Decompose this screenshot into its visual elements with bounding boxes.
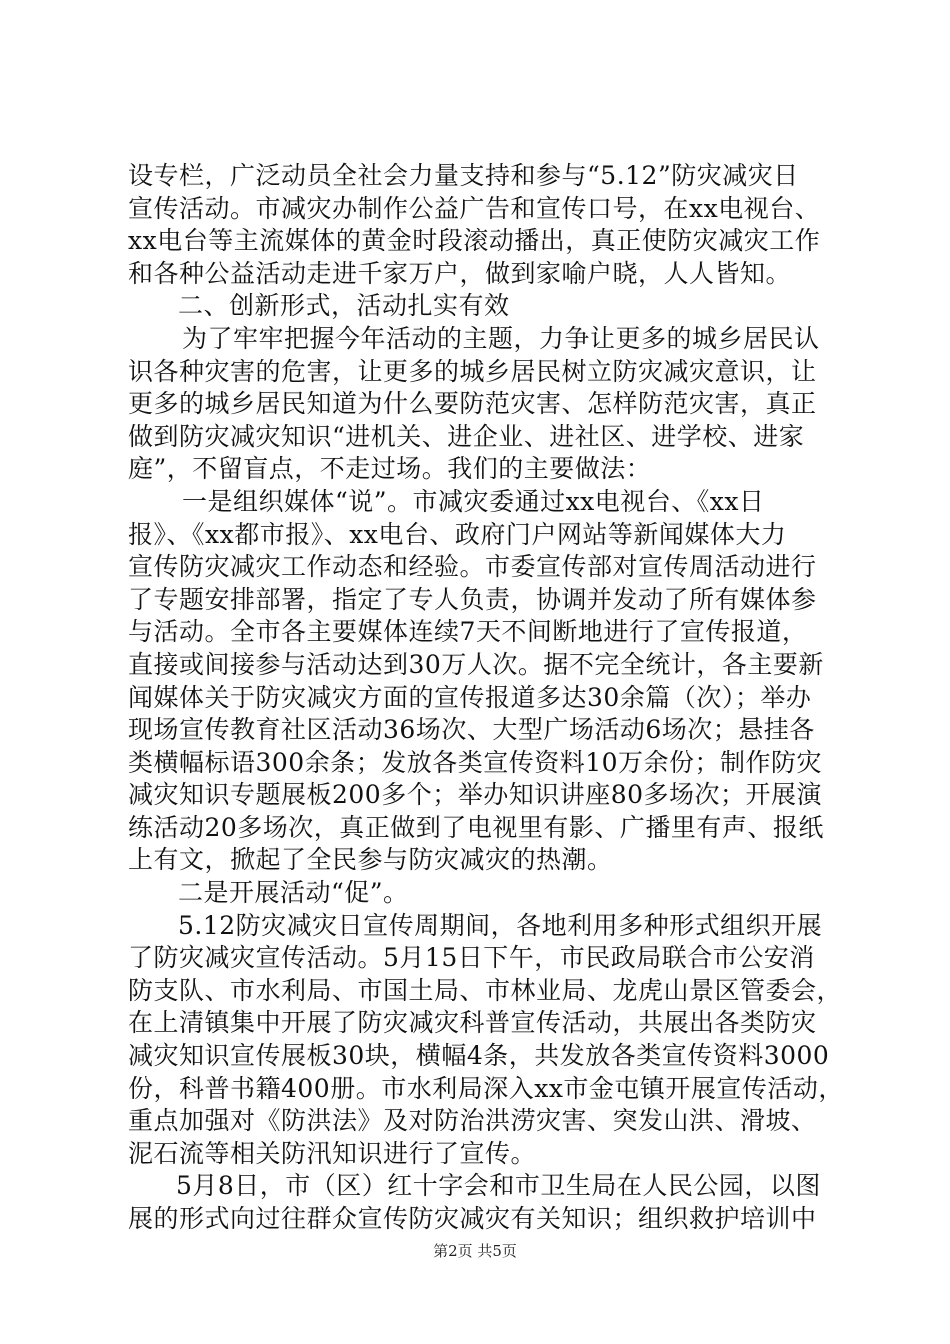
text-line: 庭”，不留盲点，不走过场。我们的主要做法：	[128, 454, 652, 484]
text-line: 5月8日，市（区）红十字会和市卫生局在人民公园，以图	[176, 1171, 821, 1201]
text-line: 与活动。全市各主要媒体连续7天不间断地进行了宣传报道，	[128, 617, 808, 647]
text-line: 减灾知识专题展板200多个；举办知识讲座80多场次；开展演	[128, 780, 823, 810]
text-line: 宣传活动。市减灾办制作公益广告和宣传口号，在xx电视台、	[128, 193, 821, 223]
text-line: 为了牢牢把握今年活动的主题，力争让更多的城乡居民认	[182, 323, 820, 353]
text-line: 做到防灾减灾知识“进机关、进企业、进社区、进学校、进家	[128, 421, 805, 451]
text-line: 直接或间接参与活动达到30万人次。据不完全统计，各主要新	[128, 649, 824, 679]
text-line: 了防灾减灾宣传活动。5月15日下午，市民政局联合市公安消	[128, 943, 815, 973]
text-line: 更多的城乡居民知道为什么要防范灾害、怎样防范灾害，真正	[128, 389, 817, 419]
text-line: 类横幅标语300余条；发放各类宣传资料10万余份；制作防灾	[128, 747, 823, 777]
text-line: 报》、《xx都市报》、xx电台、政府门户网站等新闻媒体大力	[128, 519, 787, 549]
text-line: 防支队、市水利局、市国土局、市林业局、龙虎山景区管委会，	[128, 975, 843, 1005]
text-line: 5.12防灾减灾日宣传周期间，各地利用多种形式组织开展	[178, 910, 823, 940]
text-line: 和各种公益活动走进千家万户，做到家喻户晓，人人皆知。	[128, 258, 792, 288]
text-line: 份，科普书籍400册。市水利局深入xx市金屯镇开展宣传活动，	[128, 1073, 844, 1103]
section-heading: 二、创新形式，活动扎实有效	[178, 291, 510, 321]
text-line: 泥石流等相关防汛知识进行了宣传。	[128, 1138, 537, 1168]
text-line: 上有文，掀起了全民参与防灾减灾的热潮。	[128, 845, 613, 875]
text-line: 展的形式向过往群众宣传防灾减灾有关知识；组织救护培训中	[128, 1204, 817, 1233]
page-number-footer: 第2页 共5页	[433, 1242, 517, 1260]
document-body	[128, 160, 844, 1236]
text-line: 二是开展活动“促”。	[178, 878, 409, 908]
text-line: 一是组织媒体“说”。市减灾委通过xx电视台、《xx日	[182, 486, 765, 516]
text-line: 了专题安排部署，指定了专人负责，协调并发动了所有媒体参	[128, 584, 817, 614]
text-line: 现场宣传教育社区活动36场次、大型广场活动6场次；悬挂各	[128, 715, 815, 745]
text-line: xx电台等主流媒体的黄金时段滚动播出，真正使防灾减灾工作	[128, 226, 821, 256]
text-line: 练活动20多场次，真正做到了电视里有影、广播里有声、报纸	[128, 812, 824, 842]
text-line: 减灾知识宣传展板30块，横幅4条，共发放各类宣传资料3000	[128, 1041, 830, 1071]
text-line: 在上清镇集中开展了防灾减灾科普宣传活动，共展出各类防灾	[128, 1008, 817, 1038]
text-line: 闻媒体关于防灾减灾方面的宣传报道多达30余篇（次）；举办	[128, 682, 812, 712]
text-line: 识各种灾害的危害，让更多的城乡居民树立防灾减灾意识，让	[128, 356, 817, 386]
text-line: 设专栏，广泛动员全社会力量支持和参与“5.12”防灾减灾日	[128, 161, 799, 190]
text-line: 重点加强对《防洪法》及对防治洪涝灾害、突发山洪、滑坡、	[128, 1106, 817, 1136]
text-line: 宣传防灾减灾工作动态和经验。市委宣传部对宣传周活动进行	[128, 552, 817, 582]
